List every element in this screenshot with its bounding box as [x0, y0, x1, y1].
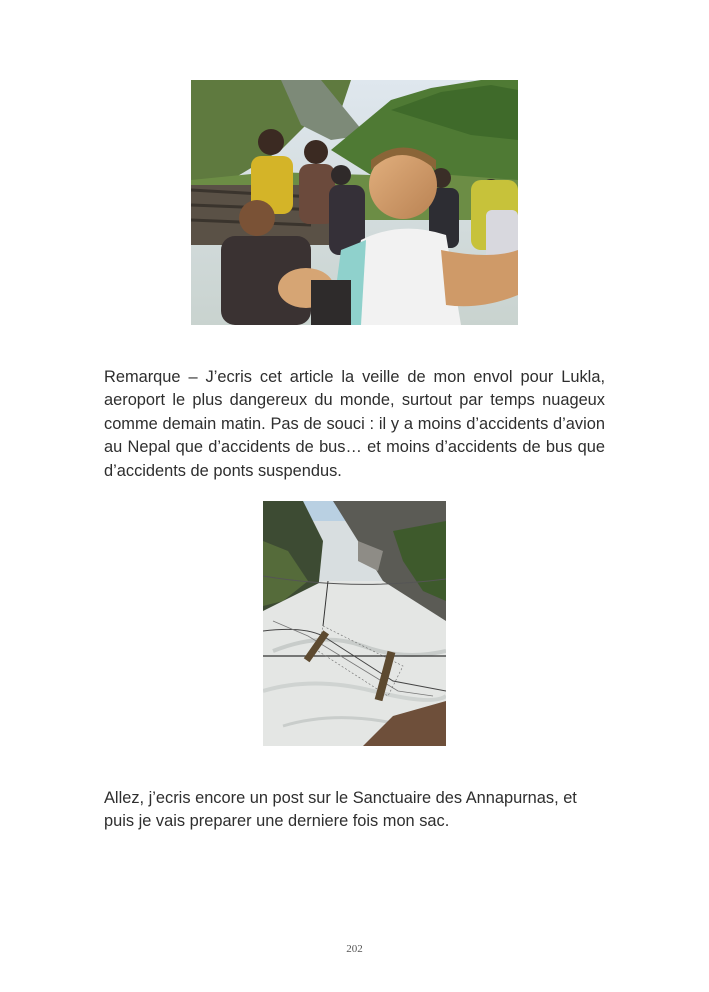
page-number: 202 — [346, 943, 363, 955]
bus-roof-illustration — [191, 80, 518, 325]
paragraph-remarque: Remarque – J’ecris cet article la veille de mon envol pour Lukla, aeroport le plus dangereux du monde, surtout par temps nuageux comme demain matin. Pas de souci : il y a moins d’accidents d’avion au Nepal que d’accidents de bus… et moins d’accidents de bus que d’accidents de ponts suspendus. — [104, 368, 605, 480]
suspension-bridge-illustration — [263, 501, 446, 746]
photo-suspension-bridge — [263, 501, 446, 746]
photo-bus-roof-selfie — [191, 80, 518, 325]
paragraph-allez: Allez, j’ecris encore un post sur le Sanctuaire des Annapurnas, et puis je vais preparer une derniere fois mon sac. — [104, 789, 577, 831]
